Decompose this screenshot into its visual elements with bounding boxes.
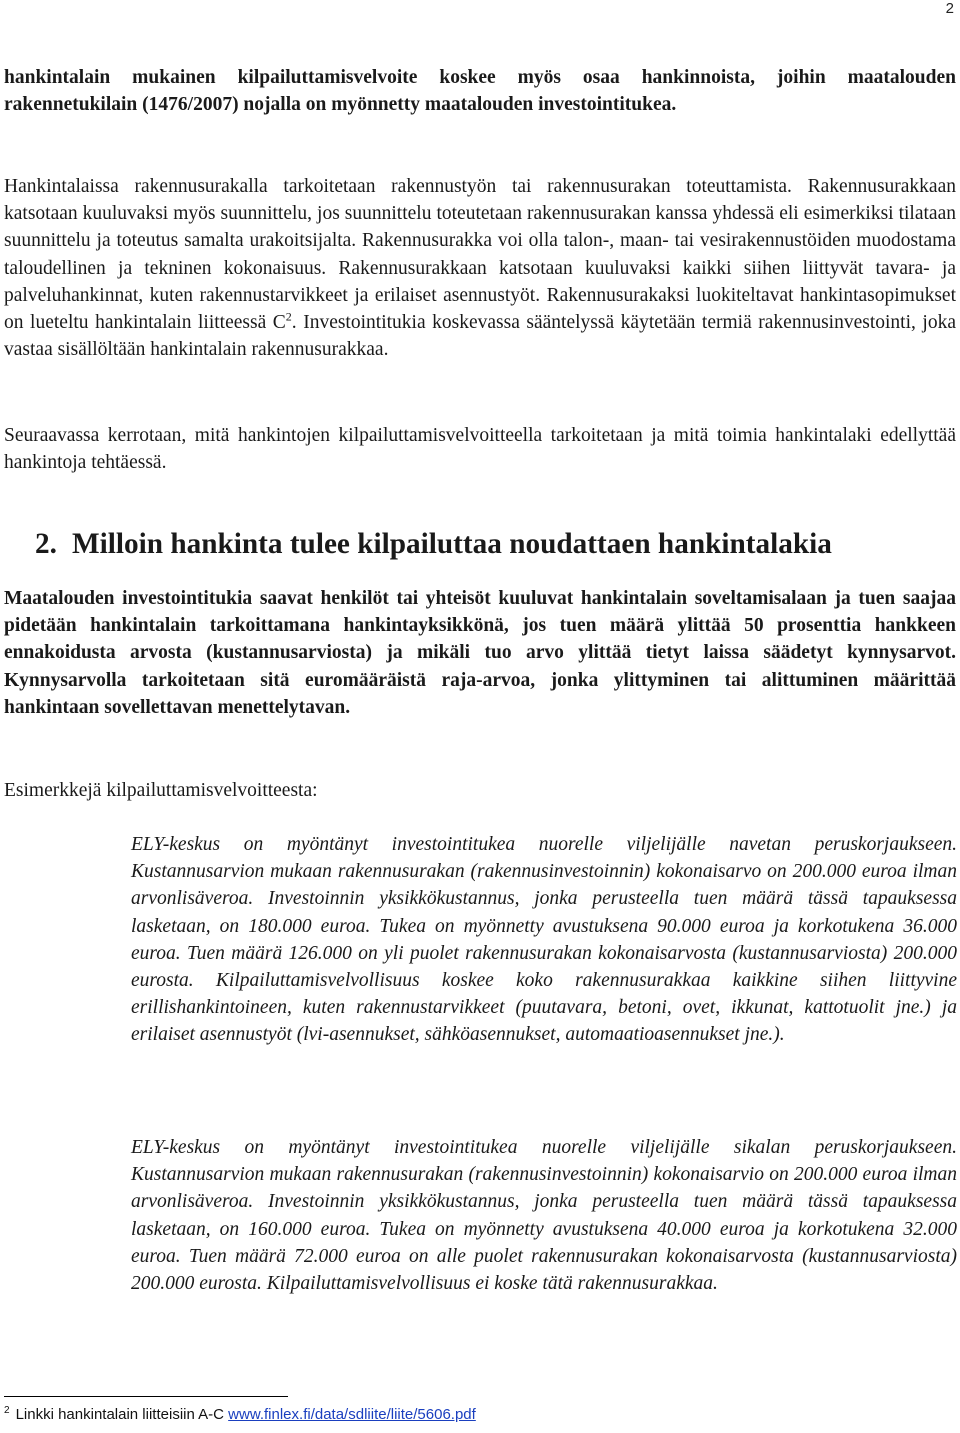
section-title: Milloin hankinta tulee kilpailuttaa noudattaen hankintalakia	[72, 528, 832, 560]
footnote-link[interactable]: www.finlex.fi/data/sdliite/liite/5606.pdf	[228, 1406, 476, 1423]
intro-paragraph: hankintalain mukainen kilpailuttamisvelvoite koskee myös osaa hankinnoista, joihin maatalouden rakennetukilain (1476/2007) nojalla on myönnetty maatalouden investointitukea.	[4, 67, 956, 116]
examples-intro: Esimerkkejä kilpailuttamisvelvoitteesta:	[4, 780, 318, 801]
example-navetta: ELY-keskus on myöntänyt investointitukea nuorelle viljelijälle navetan peruskorjaukseen. Kustannusarvion mukaan rakennusurakan (rakennusinvestoinnin) kokonaisarvo on 200.000 euroa ilman arvonlisäveroa. Investoinnin yksikkökustannus, jonka perusteella tuen määrä tässä tapauksessa lasketaan, on 180.000 euroa. Tukea on myönnetty avustuksena 90.000 euroa ja korkotukena 36.000 euroa. Tuen määrä 126.000 on yli puolet rakennusurakan kokonaisarvosta (kustannusarviosta) 200.000 eurosta. Kilpailuttamisvelvollisuus koskee koko rakennusurakkaa kaikkine siihen liittyvine erillishankintoineen, kuten rakennustarvikkeet (puutavara, betoni, ovet, ikkunat, kattotuolit jne.) ja erilaiset asennustyöt (lvi-asennukset, sähköasennukset, automaatioasennukset jne.).	[131, 834, 957, 1046]
construction-contract-text: Hankintalaissa rakennusurakalla tarkoitetaan rakennustyön tai rakennusurakan toteuttamista. Rakennusurakkaan katsotaan kuuluvaksi myös suunnittelu, jos suunnittelu toteutetaan rakennusurakan kanssa yhdessä eli esimerkiksi tilataan suunnittelu ja toteutus samalta urakoitsijalta. Rakennusurakka voi olla talon-, maan- tai vesirakennustöiden muodostama taloudellinen ja tekninen kokonaisuus. Rakennusurakkaan katsotaan kuuluvaksi kaikki siihen liittyvät tavara- ja palveluhankinnat, kuten rakennustarvikkeet ja erilaiset asennustyöt. Rakennusurakaksi luokiteltavat hankintasopimukset on lueteltu hankintalain liitteessä C	[4, 176, 956, 334]
footnote	[4, 1405, 476, 1425]
footnote-marker: 2	[4, 1405, 10, 1416]
applicability-paragraph: Maatalouden investointitukia saavat henkilöt tai yhteisöt kuuluvat hankintalain soveltamisalaan ja tuen saajaa pidetään hankintalain tarkoittamana hankintayksikkönä, jos tuen määrä ylittää 50 prosenttia hankkeen ennakoidusta arvosta (kustannusarviosta) ja mikäli tuo arvo ylittää tietyt laissa säädetyt kynnysarvot. Kynnysarvolla tarkoitetaan sitä euromääräistä raja-arvoa, jonka ylittyminen tai alittuminen määrittää hankintaan sovellettavan menettelytavan.	[4, 588, 956, 718]
overview-paragraph: Seuraavassa kerrotaan, mitä hankintojen kilpailuttamisvelvoitteella tarkoitetaan ja mitä toimia hankintalaki edellyttää hankintoja tehtäessä.	[4, 425, 956, 474]
construction-contract-text-cont: . Investointitukia koskevassa sääntelyssä käytetään termiä rakennusinvestointi, joka vastaa sisällöltään hankintalain rakennusurakkaa.	[4, 312, 956, 361]
construction-contract-paragraph	[4, 173, 956, 363]
footnote-divider	[4, 1396, 288, 1397]
page-number: 2	[945, 0, 954, 17]
section-number: 2.	[35, 528, 57, 560]
example-sikala: ELY-keskus on myöntänyt investointitukea nuorelle viljelijälle sikalan peruskorjaukseen. Kustannusarvion mukaan rakennusurakan (rakennusinvestoinnin) kokonaisarvio on 200.000 euroa ilman arvonlisäveroa. Investoinnin yksikkökustannus, jonka perusteella tuen määrä tässä tapauksessa lasketaan, on 160.000 euroa. Tukea on myönnetty avustuksena 40.000 euroa ja korkotukena 32.000 euroa. Tuen määrä 72.000 euroa on alle puolet rakennusurakan kokonaisarvosta (kustannusarviosta) 200.000 eurosta. Kilpailuttamisvelvollisuus ei koske tätä rakennusurakkaa.	[131, 1137, 957, 1295]
section-heading	[35, 528, 832, 560]
footnote-reference[interactable]: 2	[285, 309, 292, 324]
footnote-text: Linkki hankintalain liitteisiin A-C	[15, 1406, 229, 1423]
